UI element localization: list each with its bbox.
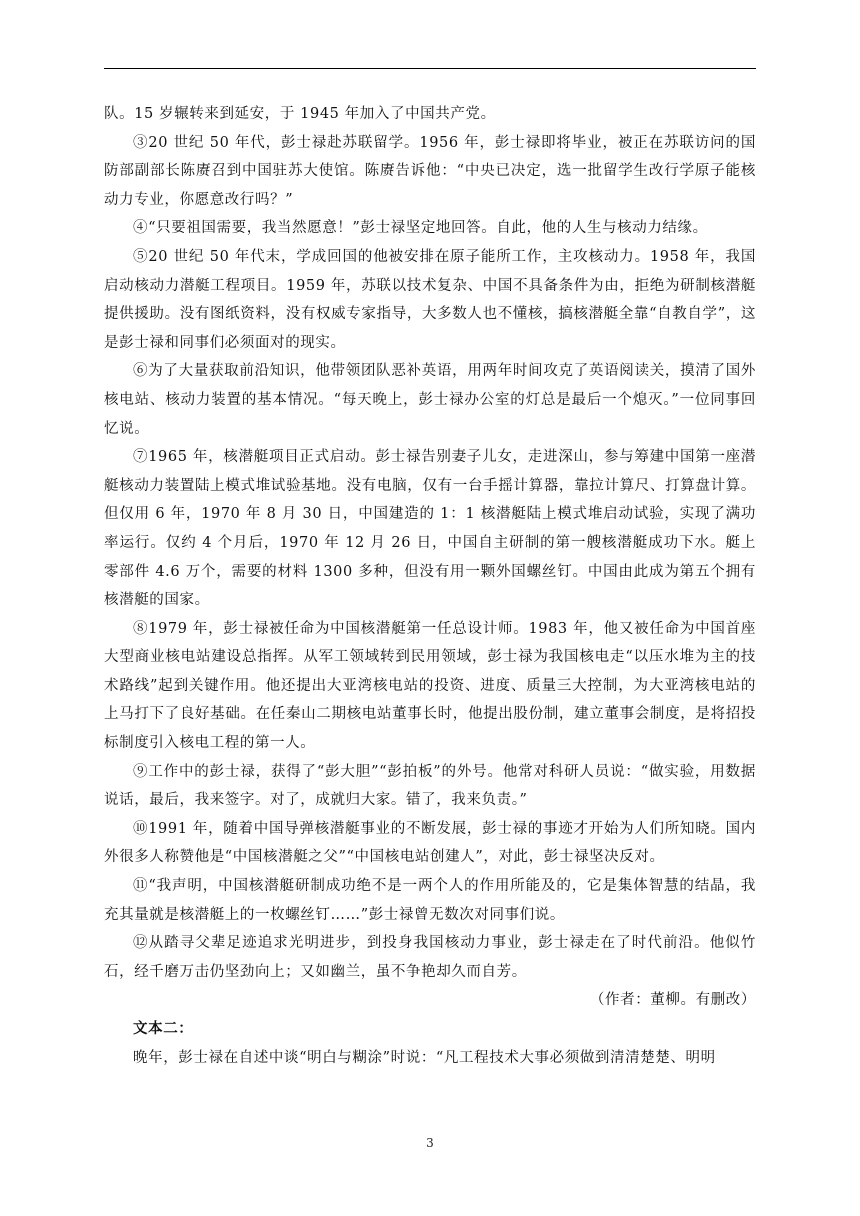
paragraph-12: ⑫从踏寻父辈足迹追求光明进步，到投身我国核动力事业，彭士禄走在了时代前沿。他似竹石，经千磨万击仍坚劲向上；又如幽兰，虽不争艳却久而自芳。: [104, 935, 756, 980]
paragraph-8: ⑧1979 年，彭士禄被任命为中国核潜艇第一任总设计师。1983 年，他又被任命为中国首座大型商业核电站建设总指挥。从军工领域转到民用领域，彭士禄为我国核电走“以压水堆为主的技术路线”起到关键作用。他还提出大亚湾核电站的投资、进度、质量三大控制，为大亚湾核电站的上马打下了良好基础。在任秦山二期核电站董事长时，他提出股份制，建立董事会制度，是将招投标制度引入核电工程的第一人。: [104, 620, 756, 752]
section-heading: 文本二：: [133, 1020, 194, 1037]
paragraph-7: ⑦1965 年，核潜艇项目正式启动。彭士禄告别妻子儿女，走进深山，参与筹建中国第一座潜艇核动力装置陆上模式堆试验基地。没有电脑，仅有一台手摇计算器，靠拉计算尺、打算盘计算。但仅用 6 年，1970 年 8 月 30 日，中国建造的 1：1 核潜艇陆上模式堆启动试验，实现了满功率运行。仅约 4 个月后，1970 年 12 月 26 日，中国自主研制的第一艘核潜艇成功下水。艇上零部件 4.6 万个，需要的材料 1300 多种，但没有用一颗外国螺丝钉。中国由此成为第五个拥有核潜艇的国家。: [104, 449, 756, 609]
paragraph-3: ③20 世纪 50 年代，彭士禄赴苏联留学。1956 年，彭士禄即将毕业，被正在苏联访问的国防部副部长陈赓召到中国驻苏大使馆。陈赓告诉他：“中央已决定，选一批留学生改行学原子能核动力专业，你愿意改行吗？”: [104, 134, 756, 208]
document-body: [104, 100, 756, 1072]
attribution: （作者：董柳。有删改）: [589, 992, 756, 1009]
header-rule: [104, 68, 756, 69]
paragraph-11: ⑪“我声明，中国核潜艇研制成功绝不是一两个人的作用所能及的，它是集体智慧的结晶，我充其量就是核潜艇上的一枚螺丝钉……”彭士禄曾无数次对同事们说。: [104, 878, 756, 923]
paragraph-text-two: 晚年，彭士禄在自述中谈“明白与糊涂”时说：“凡工程技术大事必须做到清清楚楚、明明: [133, 1049, 716, 1066]
paragraph-5: ⑤20 世纪 50 年代末，学成回国的他被安排在原子能所工作，主攻核动力。1958 年，我国启动核动力潜艇工程项目。1959 年，苏联以技术复杂、中国不具备条件为由，拒绝为研制核潜艇提供援助。没有图纸资料，没有权威专家指导，大多数人也不懂核，搞核潜艇全靠“自教自学”，这是彭士禄和同事们必须面对的现实。: [104, 248, 756, 351]
paragraph-6: ⑥为了大量获取前沿知识，他带领团队恶补英语，用两年时间攻克了英语阅读关，摸清了国外核电站、核动力装置的基本情况。“每天晚上，彭士禄办公室的灯总是最后一个熄灭。”一位同事回忆说。: [104, 363, 756, 437]
paragraph-9: ⑨工作中的彭士禄，获得了“彭大胆”“彭拍板”的外号。他常对科研人员说：“做实验，用数据说话，最后，我来签字。对了，成就归大家。错了，我来负责。”: [104, 763, 756, 809]
paragraph-continuation: 队。15 岁辗转来到延安，于 1945 年加入了中国共产党。: [104, 106, 496, 122]
paragraph-10: ⑩1991 年，随着中国导弹核潜艇事业的不断发展，彭士禄的事迹才开始为人们所知晓。国内外很多人称赞他是“中国核潜艇之父”“中国核电站创建人”，对此，彭士禄坚决反对。: [104, 820, 756, 866]
paragraph-4: ④“只要祖国需要，我当然愿意！”彭士禄坚定地回答。自此，他的人生与核动力结缘。: [133, 220, 708, 237]
page-number: 3: [426, 1136, 434, 1150]
